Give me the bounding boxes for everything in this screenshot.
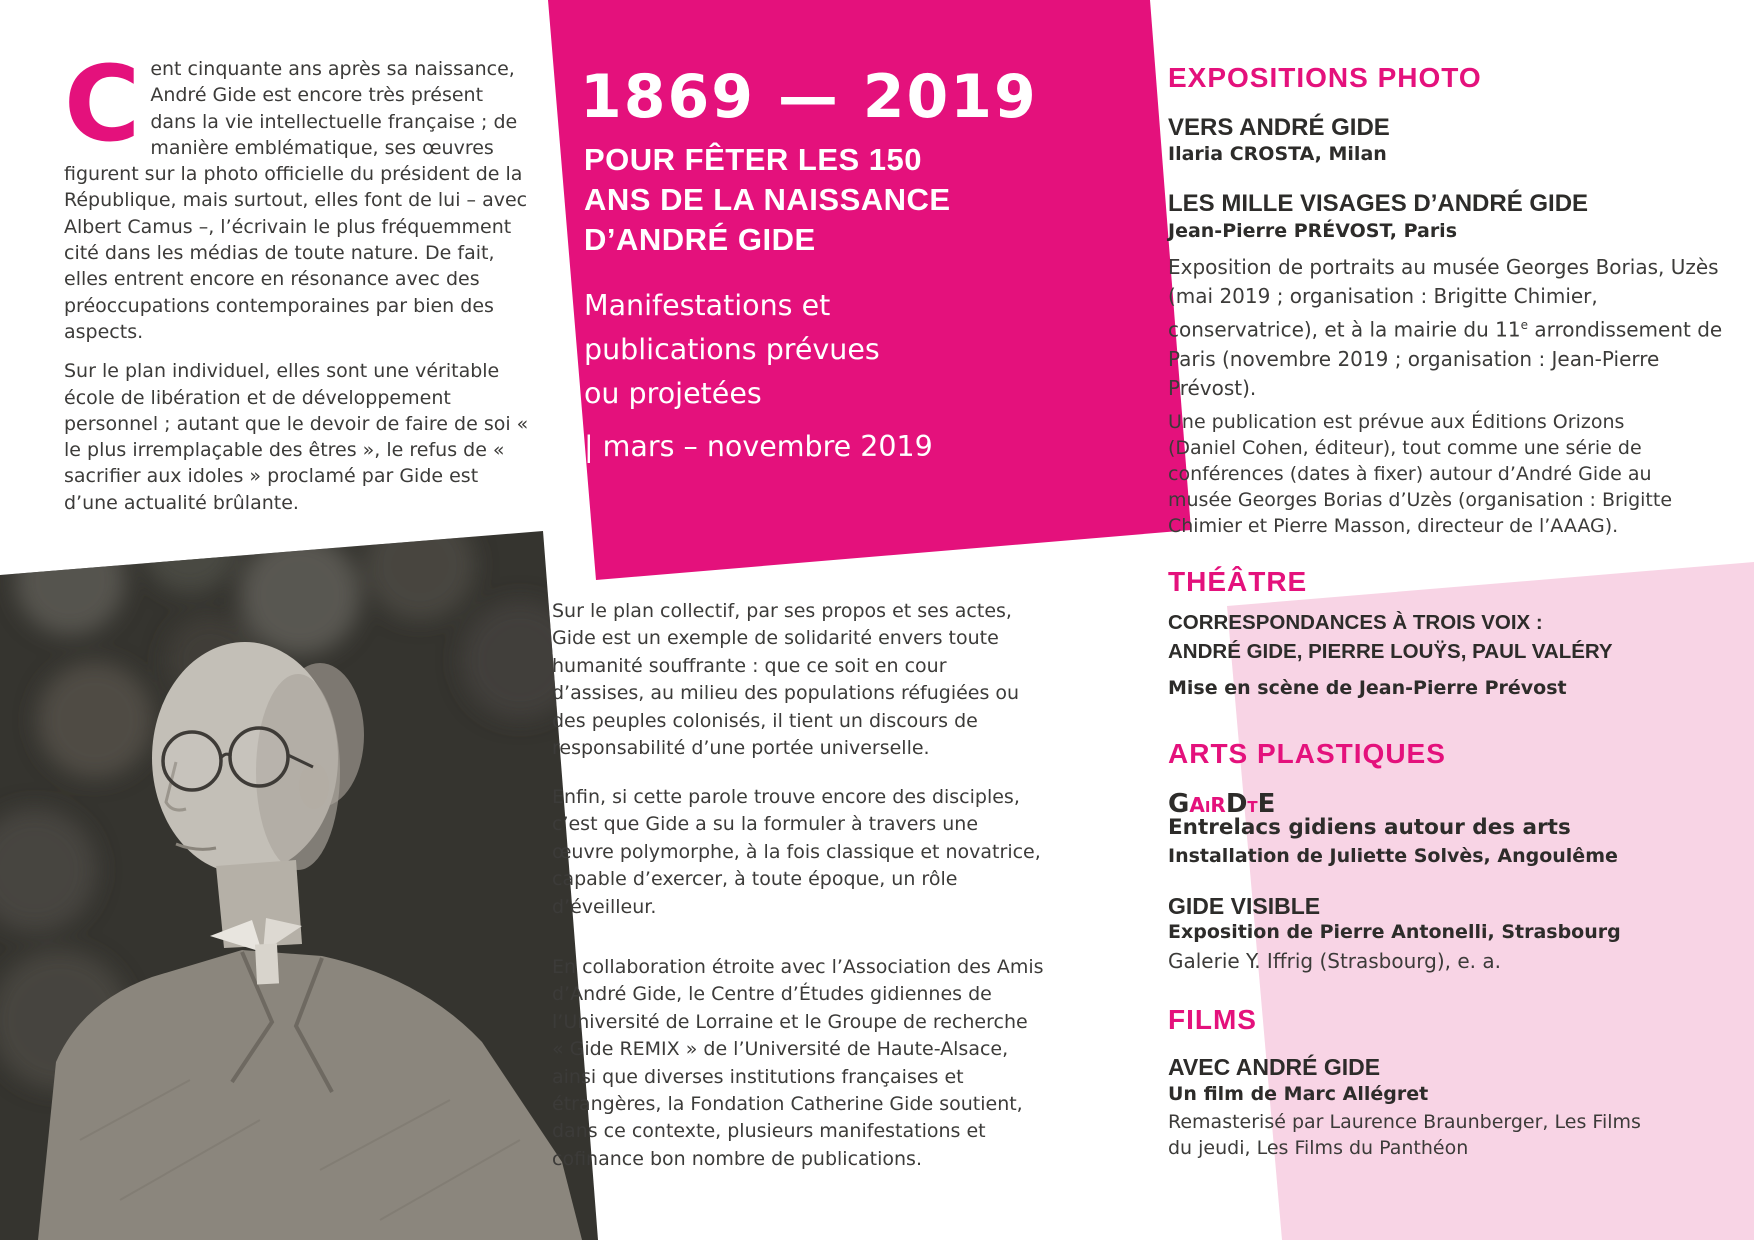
logo-letter-a: A <box>1189 793 1205 817</box>
heading-arts-plastiques: ARTS PLASTIQUES <box>1168 738 1446 769</box>
expositions-paragraph-2: Une publication est prévue aux Éditions Orizons (Daniel Cohen, éditeur), tout comme une série de conférences (dates à fixer) autour d’André Gide au musée Georges Borias d’Uzès (organisation : Brigitte Chimier et Pierre Masson, directeur de l’AAAG). <box>1168 411 1673 537</box>
banner-subtitle-line-1: Manifestations et <box>584 289 831 322</box>
center-paragraph-2: Enfin, si cette parole trouve encore des disciples, c’est que Gide a su la formuler à travers une œuvre polymorphe, à la fois classique et novatrice, capable d’exercer, à toute époque, un rôle d’éveilleur. <box>552 786 1041 918</box>
banner-subtitle-line-3: ou projetées <box>584 377 762 410</box>
event-vers-andre-gide: VERS ANDRÉ GIDE <box>1168 114 1390 141</box>
logo-letter-e: E <box>1257 789 1276 819</box>
intro-column <box>64 43 532 516</box>
film-credit: Un film de Marc Allégret <box>1168 1083 1429 1105</box>
banner-years: 1869 — 2019 <box>580 62 1038 132</box>
heading-expositions-photo: EXPOSITIONS PHOTO <box>1168 62 1482 93</box>
banner-title-line-1: POUR FÊTER LES 150 <box>584 142 923 177</box>
banner-title <box>584 140 951 260</box>
theatre-title-line-2: ANDRÉ GIDE, PIERRE LOUŸS, PAUL VALÉRY <box>1168 640 1613 663</box>
heading-films: FILMS <box>1168 1004 1257 1035</box>
heading-theatre: THÉÂTRE <box>1168 566 1308 597</box>
logo-letter-g: G <box>1168 789 1190 819</box>
event-entrelacs-credit: Installation de Juliette Solvès, Angoulême <box>1168 845 1618 867</box>
expositions-paragraph-1-start: Exposition de portraits au musée Georges Borias, Uzès (mai 2019 ; organisation : Brigitte Chimier, conservatrice), et à la mairie du 11 <box>1168 255 1719 342</box>
event-gide-visible-note: Galerie Y. Iffrig (Strasbourg), e. a. <box>1168 949 1502 973</box>
banner-subtitle-line-2: publications prévues <box>584 333 880 366</box>
logo-letter-r: R <box>1210 793 1226 817</box>
event-mille-visages: LES MILLE VISAGES D’ANDRÉ GIDE <box>1168 190 1589 217</box>
film-title: AVEC ANDRÉ GIDE <box>1168 1054 1381 1080</box>
banner-title-line-2: ANS DE LA NAISSANCE <box>584 182 951 217</box>
expositions-paragraph-1-end: arrondissement de Paris (novembre 2019 ; organisation : Jean-Pierre Prévost). <box>1168 317 1723 400</box>
theatre-title-line-1: CORRESPONDANCES À TROIS VOIX : <box>1168 611 1543 634</box>
logo-letter-d: D <box>1225 789 1248 819</box>
event-gide-visible-title: GIDE VISIBLE <box>1168 893 1321 919</box>
gide-portrait-illustration <box>0 520 600 1240</box>
intro-paragraph-1-text: ent cinquante ans après sa naissance, André Gide est encore très présent dans la vie intellectuelle française ; de manière emblématique, ses œuvres figurent sur la photo officielle du président de la République, mais surtout, elles font de lui – avec Albert Camus –, l’écrivain le plus fréquemment cité dans les médias de toute nature. De fait, elles entrent encore en résonance avec des préoccupations contemporaines par bien des aspects. <box>64 58 528 343</box>
intro-paragraph-2: Sur le plan individuel, elles sont une véritable école de libération et de développement personnel ; autant que le devoir de faire de soi « le plus irremplaçable des êtres », le refus de « sacrifier aux idoles » proclamé par Gide est d’une actualité brûlante. <box>64 360 529 514</box>
intro-paragraph-1 <box>64 43 532 345</box>
ordinal-superscript: e <box>1520 318 1528 332</box>
event-mille-visages-credit: Jean-Pierre PRÉVOST, Paris <box>1168 220 1458 242</box>
event-vers-andre-gide-credit: Ilaria CROSTA, Milan <box>1168 143 1387 165</box>
logo-letter-t: T <box>1247 798 1258 816</box>
logo-letter-i: I <box>1204 798 1211 816</box>
banner-subtitle <box>584 284 880 416</box>
event-gide-visible-credit: Exposition de Pierre Antonelli, Strasbourg <box>1168 921 1621 943</box>
film-note: Remasterisé par Laurence Braunberger, Les Films du jeudi, Les Films du Panthéon <box>1168 1111 1641 1159</box>
banner-dates: | mars – novembre 2019 <box>584 430 933 463</box>
drop-cap: C <box>64 43 141 165</box>
theatre-credit: Mise en scène de Jean-Pierre Prévost <box>1168 677 1567 699</box>
banner-title-line-3: D’ANDRÉ GIDE <box>584 222 816 257</box>
center-paragraph-3: En collaboration étroite avec l’Association des Amis d’André Gide, le Centre d’Études gidiennes de l’Université de Lorraine et le Groupe de recherche « Gide REMIX » de l’Université de Haute-Alsace, ainsi que diverses institutions françaises et étrangères, la Fondation Catherine Gide soutient, dans ce contexte, plusieurs manifestations et cofinance bon nombre de publications. <box>552 956 1044 1170</box>
expositions-paragraph-1 <box>1168 253 1730 403</box>
center-paragraph-1: Sur le plan collectif, par ses propos et ses actes, Gide est un exemple de solidarité envers toute humanité souffrante : que ce soit en cour d’assises, au milieu des populations réfugiées ou des peuples colonisés, il tient un discours de responsabilité d’une portée universelle. <box>552 600 1020 760</box>
event-entrelacs-title: Entrelacs gidiens autour des arts <box>1168 815 1571 840</box>
